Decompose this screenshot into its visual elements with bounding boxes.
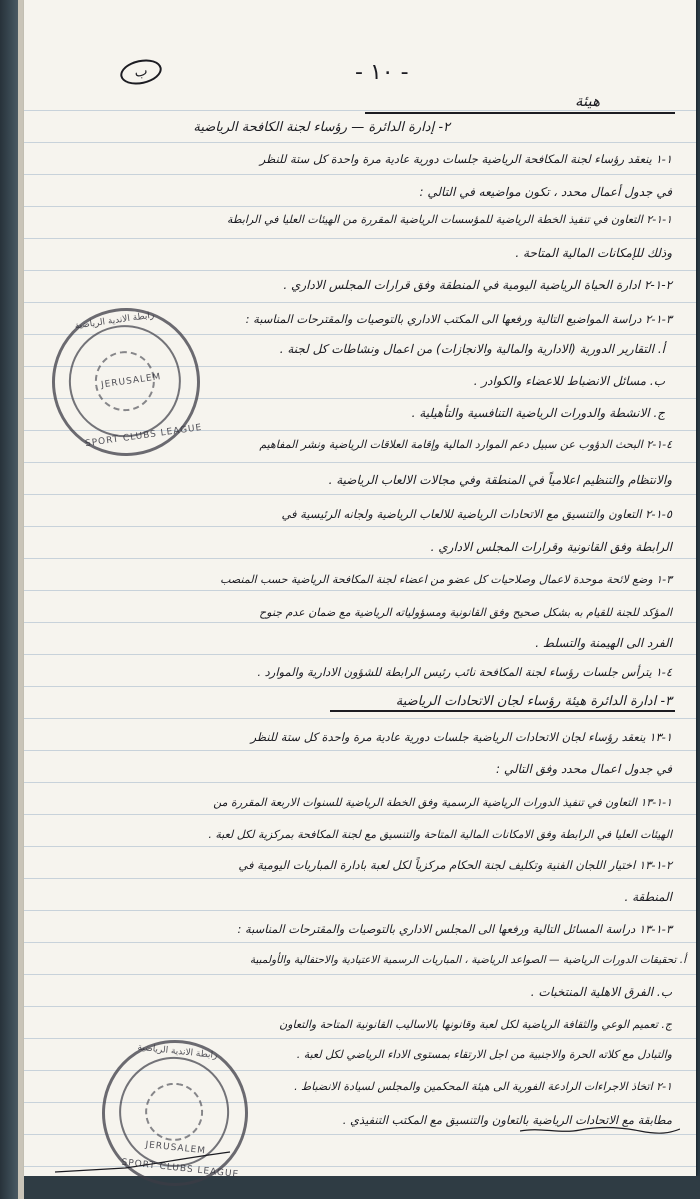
text-line: ج. الانشطة والدورات الرياضية التنافسية والتأهيلية .	[411, 406, 665, 420]
text-line: والانتظام والتنظيم اعلامياً في المنطقة وفي مجالات الالعاب الرياضية .	[328, 473, 672, 487]
signature-stroke	[55, 1150, 235, 1180]
reference-mark: ب	[118, 56, 164, 88]
stamp-top-text: رابطة الاندية الرياضية	[137, 1042, 218, 1062]
text-line: الرابطة وفق القانونية وقرارات المجلس الاداري .	[430, 540, 672, 554]
stamp-bottom-text: SPORT CLUBS LEAGUE	[120, 1157, 240, 1181]
document-page	[24, 0, 696, 1176]
text-line: ب. مسائل الانضباط للاعضاء والكوادر .	[473, 374, 665, 388]
text-line: ٣-١ وضع لائحة موحدة لاعمال وصلاحيات كل عضو من اعضاء لجنة المكافحة الرياضية حسب المنصب	[220, 573, 672, 586]
text-line: ١-١-٢ التعاون في تنفيذ الخطة الرياضية للمؤسسات الرياضية المقررة من الهيئات العليا في الرابطة	[226, 213, 672, 226]
stamp-top-text: رابطة الاندية الرياضية	[74, 310, 155, 332]
section-heading: ٢- إدارة الدائرة — رؤساء لجنة الكافحة الرياضية	[193, 120, 450, 135]
page-number: - ١٠ -	[355, 60, 409, 85]
heading-underline	[365, 112, 675, 114]
text-line: ٣-١-٢ دراسة المواضيع التالية ورفعها الى المكتب الاداري بالتوصيات والمقترحات المناسبة :	[245, 312, 672, 326]
text-line: ج. تعميم الوعي والثقافة الرياضية لكل لعبة وقانونها بالاساليب القانونية المتاحة والتعاون	[279, 1018, 672, 1031]
text-line: ١-١-١٣ التعاون في تنفيذ الدورات الرياضية الرسمية وفق الخطة الرياضية للسنوات الاربعة المقررة من	[213, 796, 672, 809]
text-line: الهيئات العليا في الرابطة وفق الامكانات المالية المتاحة والتنسيق مع لجنة المكافحة بمركزية لكل لعبة .	[208, 828, 672, 841]
text-line: ب. الفرق الاهلية المنتخبات .	[530, 985, 672, 999]
heading-underline	[330, 710, 675, 712]
text-line: المنطقة .	[624, 890, 672, 904]
section-heading: ٣- ادارة الدائرة هيئة رؤساء لجان الاتحادات الرياضية	[395, 694, 672, 709]
stamp-city-text: JERUSALEM	[100, 372, 163, 391]
text-line: وذلك للإمكانات المالية المتاحة .	[515, 246, 672, 260]
text-line: ١-١ ينعقد رؤساء لجنة المكافحة الرياضية جلسات دورية عادية مرة واحدة كل ستة للنظر	[259, 152, 672, 166]
text-line: في جدول أعمال محدد ، تكون مواضيعه في التالي :	[419, 185, 672, 199]
text-line: والتبادل مع كلاته الحرة والاجنبية من اجل الارتقاء بمستوى الاداء الرياضي لكل لعبة .	[296, 1048, 672, 1061]
text-line: في جدول اعمال محدد وفق التالي :	[496, 762, 672, 776]
text-line: أ. التقارير الدورية (الادارية والمالية والانجازات) من اعمال ونشاطات كل لجنة .	[279, 342, 665, 356]
text-line: مطابقة مع الاتحادات الرياضية بالتعاون والتنسيق مع المكتب التنفيذي .	[342, 1113, 672, 1127]
text-line: أ. تحقيقات الدورات الرياضية — الصواعد الرياضية ، المباريات الرسمية الاعتيادية والاحتفالية والأولمبية	[249, 954, 686, 966]
text-line: ٢-١-٢ ادارة الحياة الرياضية اليومية في المنطقة وفق قرارات المجلس الاداري .	[283, 278, 672, 292]
stamp-bottom-text: SPORT CLUBS LEAGUE	[84, 422, 203, 450]
text-line: ١-٢ اتخاذ الاجراءات الرادعة الفورية الى هيئة المحكمين والمجلس لسيادة الانضباط .	[294, 1080, 672, 1093]
text-line: ٣-١-١٣ دراسة المسائل التالية ورفعها الى المجلس الاداري بالتوصيات والمقترحات المناسبة :	[237, 922, 672, 936]
signature-stroke	[520, 1125, 680, 1135]
text-line: ٢-١-١٣ اختيار اللجان الفنية وتكليف لجنة الحكام مركزياً لكل لعبة بادارة المباريات اليومية في	[238, 858, 672, 872]
text-line: ٥-١-٢ التعاون والتنسيق مع الاتحادات الرياضية للالعاب الرياضية ولجانه الرئيسية في	[281, 507, 672, 521]
stamp-city-text: JERUSALEM	[144, 1140, 207, 1157]
heading-word: هيئة	[574, 92, 600, 110]
text-line: المؤكد للجنة للقيام به بشكل صحيح وفق القانونية ومسؤولياته الرياضية مع ضمان عدم جنوح	[259, 606, 672, 619]
text-line: ١-١٣ ينعقد رؤساء لجان الاتحادات الرياضية جلسات دورية عادية مرة واحدة كل ستة للنظر	[250, 730, 672, 744]
text-line: ٤-١ يترأس جلسات رؤساء لجنة المكافحة نائب رئيس الرابطة للشؤون الادارية والموارد .	[257, 665, 672, 679]
text-line: ٤-١-٢ البحث الدؤوب عن سبيل دعم الموارد المالية وإقامة العلاقات الرياضية ونشر المفاهيم	[259, 438, 672, 451]
text-line: الفرد الى الهيمنة والتسلط .	[535, 636, 672, 650]
